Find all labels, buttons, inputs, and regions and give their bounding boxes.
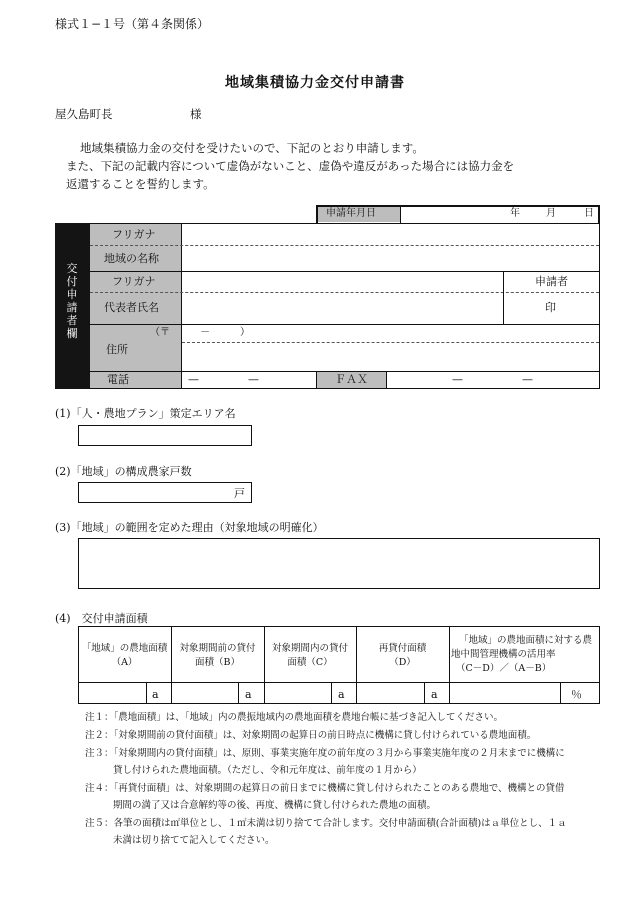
unit-b: a xyxy=(245,688,252,701)
unit-percent: ％ xyxy=(571,688,582,701)
intro-line-2: また、下記の記載内容について虚偽がないこと、虚偽や違反があった場合には協力金を xyxy=(66,159,515,173)
col-a-header-2: （A） xyxy=(111,657,138,668)
applicant-side-label: 交付申請者欄 xyxy=(66,262,78,340)
furigana-input-2[interactable] xyxy=(182,272,502,292)
date-year: 年 xyxy=(510,208,520,219)
applicant-label: 申請者 xyxy=(535,275,568,288)
furigana-input-1[interactable] xyxy=(182,224,598,245)
note-3-cont: 貸し付けられた農地面積。（ただし、令和元年度は、前年度の１月から） xyxy=(113,765,422,776)
intro-line-3: 返還することを誓約します。 xyxy=(66,177,215,191)
household-count-input[interactable] xyxy=(78,482,252,503)
fax-label: ＦＡＸ xyxy=(335,373,368,386)
q1-label: (1)「人・農地プラン」策定エリア名 xyxy=(55,407,236,420)
note-4: 注４：「再貸付面積」は、対象期間の起算日の前日までに機構に貸し付けられたことのある農地で、機構との貸借 xyxy=(85,783,565,794)
col-e-header-3: （C－D）／（A－B） xyxy=(456,663,552,674)
postal-code-field[interactable]: （〒 － ） xyxy=(150,327,250,338)
col-b-header-1: 対象期間前の貸付 xyxy=(179,643,256,654)
note-5: 注５：各筆の面積は㎡単位とし、１㎡未満は切り捨てて合計します。交付申請面積(合計面積)はａ単位とし、１ａ xyxy=(85,818,567,829)
phone-dash-2: — xyxy=(248,373,259,386)
fax-dash-1: — xyxy=(452,373,463,386)
unit-d: a xyxy=(431,688,438,701)
date-month: 月 xyxy=(546,208,556,219)
col-e-header-1: 「地域」の農地面積に対する農 xyxy=(458,635,592,646)
note-4-cont: 期間の満了又は合意解約等の後、再度、機構に貸し付けられた農地の面積。 xyxy=(113,800,437,811)
form-number: 様式１−１号（第４条関係） xyxy=(55,17,210,31)
representative-input[interactable] xyxy=(182,293,502,324)
note-5-cont: 未満は切り捨てて記入してください。 xyxy=(113,835,275,846)
area-c-input[interactable] xyxy=(265,683,330,703)
representative-label: 代表者氏名 xyxy=(104,301,159,314)
col-d-header-1: 再貸付面積 xyxy=(378,643,427,654)
unit-a: a xyxy=(152,688,159,701)
col-a-header-1: 「地域」の農地面積 xyxy=(81,643,168,654)
note-1: 注１：「農地面積」は、「地域」内の農振地域内の農地面積を農地台帳に基づき記入してください。 xyxy=(85,712,504,723)
col-e-header-2: 地中間管理機構の活用率 xyxy=(451,649,556,660)
reason-input[interactable] xyxy=(78,538,600,589)
household-unit: 戸 xyxy=(234,487,245,500)
address-label: 住所 xyxy=(106,343,128,356)
phone-dash-1: — xyxy=(188,373,199,386)
furigana-label-1: フリガナ xyxy=(112,228,156,241)
unit-c: a xyxy=(338,688,345,701)
area-d-input[interactable] xyxy=(357,683,423,703)
area-a-input[interactable] xyxy=(79,683,145,703)
q3-label: (3)「地域」の範囲を定めた理由（対象地域の明確化） xyxy=(55,521,324,534)
utilization-rate-input[interactable] xyxy=(450,683,559,703)
q4-label: (4) 交付申請面積 xyxy=(55,612,148,625)
fax-dash-2: — xyxy=(522,373,533,386)
col-c-header-2: 面積（C） xyxy=(287,657,333,668)
area-name-input[interactable] xyxy=(182,246,598,271)
note-2: 注２：「対象期間前の貸付面積」は、対象期間の起算日の前日時点に機構に貸し付けられている農地面積。 xyxy=(85,730,537,741)
area-b-input[interactable] xyxy=(172,683,237,703)
date-day: 日 xyxy=(584,208,594,219)
col-d-header-2: （D） xyxy=(389,657,416,668)
furigana-label-2: フリガナ xyxy=(112,275,156,288)
addressee: 屋久島町長 xyxy=(55,107,113,121)
col-c-header-1: 対象期間内の貸付 xyxy=(271,643,348,654)
plan-area-input[interactable] xyxy=(78,425,252,446)
area-name-label: 地域の名称 xyxy=(104,252,159,265)
date-label: 申請年月日 xyxy=(326,208,376,219)
honorific: 様 xyxy=(190,107,202,121)
address-input[interactable] xyxy=(182,343,598,371)
col-b-header-2: 面積（B） xyxy=(195,657,240,668)
intro-line-1: 地域集積協力金の交付を受けたいので、下記のとおり申請します。 xyxy=(80,141,424,155)
note-3: 注３：「対象期間内の貸付面積」は、原則、事業実施年度の前年度の３月から事業実施年度の２月末までに機構に xyxy=(85,748,565,759)
phone-label: 電話 xyxy=(107,373,129,386)
q2-label: (2)「地域」の構成農家戸数 xyxy=(55,465,192,478)
seal-mark: 印 xyxy=(545,301,556,314)
page-title: 地域集積協力金交付申請書 xyxy=(225,75,405,91)
